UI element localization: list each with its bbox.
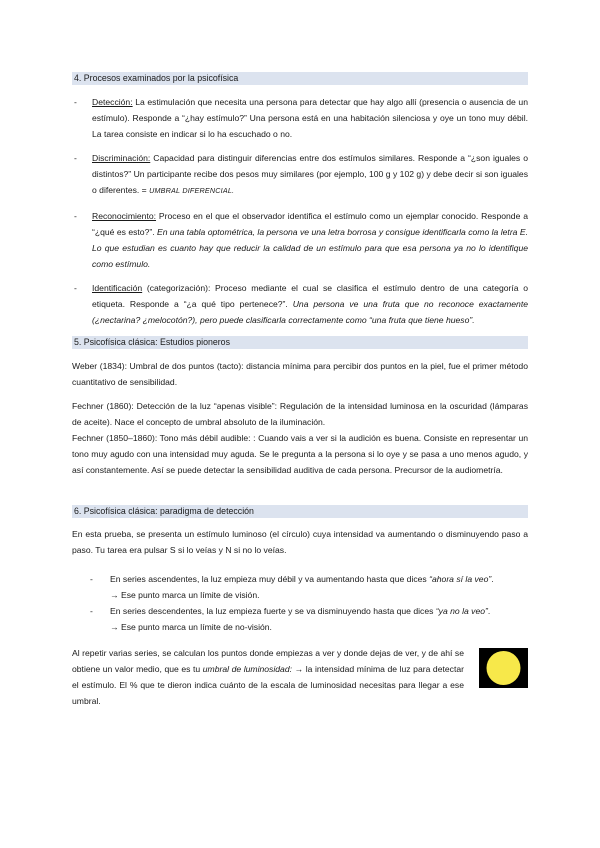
paragraph-umbral: [72, 645, 464, 709]
list-item: [72, 150, 528, 199]
list-item: [72, 94, 528, 142]
list-item: [90, 571, 528, 603]
series-quote: “ya no la veo”: [435, 606, 488, 617]
term-deteccion: Detección:: [92, 97, 133, 107]
stimulus-circle-icon: [479, 648, 528, 688]
section-6-heading: 6. Psicofísica clásica: paradigma de detección: [72, 505, 528, 518]
definition-text: Capacidad para distinguir diferencias entre dos estímulos similares. Responde a “¿son iguales o distintos?” Un participante recibe dos pesos muy similares (por ejemplo, 100 g y 102 g) y debe decir si son iguales o diferentes. =: [92, 153, 528, 196]
series-end: .: [487, 606, 491, 617]
term-reconocimiento: Reconocimiento:: [92, 210, 157, 221]
series-list: [90, 571, 528, 635]
series-result: → Ese punto marca un límite de no-visión.: [110, 622, 272, 633]
example-text: Una persona ve una fruta que no reconoce exactamente (¿nectarina? ¿melocotón?), pero puede clasificarla correctamente como “una fruta que tiene hueso”.: [92, 299, 528, 326]
final-text-b: → la intensidad mínima de luz para detectar el estímulo. El % que te dieron indica cuánto de la escala de luminosidad necesitas para llegar a ese umbral.: [72, 664, 464, 707]
term-identificacion: Identificación: [92, 282, 143, 293]
definition-text: (categorización): Proceso mediante el cual se clasifica el estímulo dentro de una categoría o etiqueta. Responde a “¿a qué tipo pertenece?”.: [92, 282, 528, 310]
final-paragraph-wrap: [72, 645, 528, 709]
definition-text: La estimulación que necesita una persona para detectar que hay algo allí (presencia o ausencia de un estímulo). Responde a “¿hay estímulo?” Una persona está en una habitación silenciosa y oye un tono muy débil. La tarea consiste en indicar si lo ha escuchado o no.: [92, 97, 528, 140]
section-4-heading: 4. Procesos examinados por la psicofísica: [72, 72, 528, 85]
paragraph-intro: En esta prueba, se presenta un estímulo luminoso (el círculo) cuya intensidad va aumentando o disminuyendo paso a paso. Tu tarea era pulsar S si lo veías y N si no lo veías.: [72, 529, 528, 556]
paragraph-fechner-light: Fechner (1860): Detección de la luz “apenas visible”: Regulación de la intensidad luminosa en la oscuridad (lámparas de aceite). Nace el concepto de umbral absoluto de la iluminación.: [72, 401, 528, 428]
list-item: [72, 208, 528, 272]
light-stimulus-image: [479, 648, 528, 688]
section-5-heading: 5. Psicofísica clásica: Estudios pioneros: [72, 336, 528, 349]
paragraph-fechner-tone: Fechner (1850–1860): Tono más débil audible: : Cuando vais a ver si la audición es buena. Consiste en representar un tono muy agudo con una intensidad muy aguda. Se le pregunta a la persona si lo oye y se pasa a uno menos agudo, y así constantemente. Así se puede detectar la sensibilidad auditiva de cada persona. Precursor de la audiometría.: [72, 433, 528, 476]
section-4-list: [72, 94, 528, 328]
series-result: → Ese punto marca un límite de visión.: [110, 590, 260, 601]
list-item: [90, 603, 528, 635]
series-quote: “ahora sí la veo”: [429, 574, 492, 584]
series-text: En series ascendentes, la luz empieza muy débil y va aumentando hasta que dices: [110, 574, 430, 584]
final-emphasis: umbral de luminosidad:: [202, 664, 292, 675]
series-text: En series descendentes, la luz empieza fuerte y se va disminuyendo hasta que dices: [110, 606, 436, 617]
example-text: En una tabla optométrica, la persona ve una letra borrosa y consigue identificarla como la letra E. Lo que estudian es cuanto hay que reducir la calidad de un estímulo para que esa persona ya no lo identifique como estímulo.: [92, 226, 528, 269]
definition-text: Proceso en el que el observador identifica el estímulo como un ejemplar conocido. Responde a “¿qué es esto?”.: [92, 210, 528, 237]
paragraph-weber: Weber (1834): Umbral de dos puntos (tacto): distancia mínima para percibir dos puntos en la piel, fue el primer método cuantitativo de sensibilidad.: [72, 361, 528, 388]
term-discriminacion: Discriminación:: [92, 153, 151, 164]
emphasis-text: UMBRAL DIFERENCIAL.: [149, 186, 235, 196]
list-item: [72, 280, 528, 328]
final-text-a: Al repetir varias series, se calculan los puntos donde empiezas a ver y donde dejas de ver, y de ahí se obtiene un valor medio, que es tu: [72, 648, 464, 675]
series-end: .: [491, 574, 494, 584]
